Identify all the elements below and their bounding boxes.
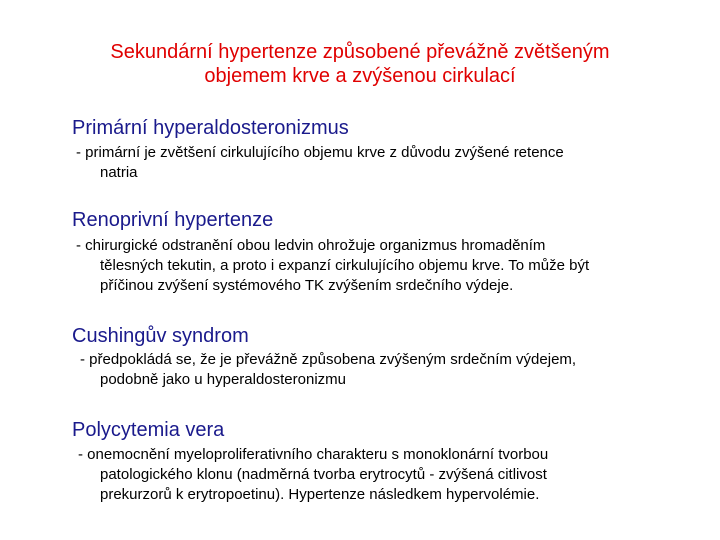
text-line: podobně jako u hyperaldosteronizmu	[100, 371, 346, 388]
text-line: natria	[100, 164, 138, 181]
heading-renoprival-hypertension: Renoprivní hypertenze	[72, 209, 274, 231]
text-line: příčinou zvýšení systémového TK zvýšením srdečního výdeje.	[100, 277, 514, 294]
text-renoprival-hypertension	[76, 236, 589, 296]
text-line: - předpokládá se, že je převážně způsobena zvýšeným srdečním výdejem,	[80, 351, 577, 368]
text-line: - primární je zvětšení cirkulujícího objemu krve z důvodu zvýšené retence	[76, 144, 564, 161]
slide-title-line-2: objemem krve a zvýšenou cirkulací	[204, 65, 516, 87]
heading-cushing-syndrome: Cushingův syndrom	[72, 325, 249, 347]
text-line: prekurzorů k erytropoetinu). Hypertenze následkem hypervolémie.	[100, 486, 540, 503]
text-polycythemia-vera	[78, 445, 548, 505]
heading-polycythemia-vera: Polycytemia vera	[72, 419, 225, 441]
text-line: tělesných tekutin, a proto i expanzí cirkulujícího objemu krve. To může být	[100, 257, 590, 274]
text-cushing-syndrome	[80, 350, 576, 390]
heading-primary-hyperaldosteronism: Primární hyperaldosteronizmus	[72, 117, 349, 139]
text-line: patologického klonu (nadměrná tvorba erytrocytů - zvýšená citlivost	[100, 466, 547, 483]
slide-title	[60, 40, 660, 88]
slide-title-line-1: Sekundární hypertenze způsobené převážně zvětšeným	[110, 41, 610, 63]
text-primary-hyperaldosteronism	[76, 143, 564, 183]
text-line: - onemocnění myeloproliferativního charakteru s monoklonární tvorbou	[78, 446, 549, 463]
text-line: - chirurgické odstranění obou ledvin ohrožuje organizmus hromaděním	[76, 237, 546, 254]
